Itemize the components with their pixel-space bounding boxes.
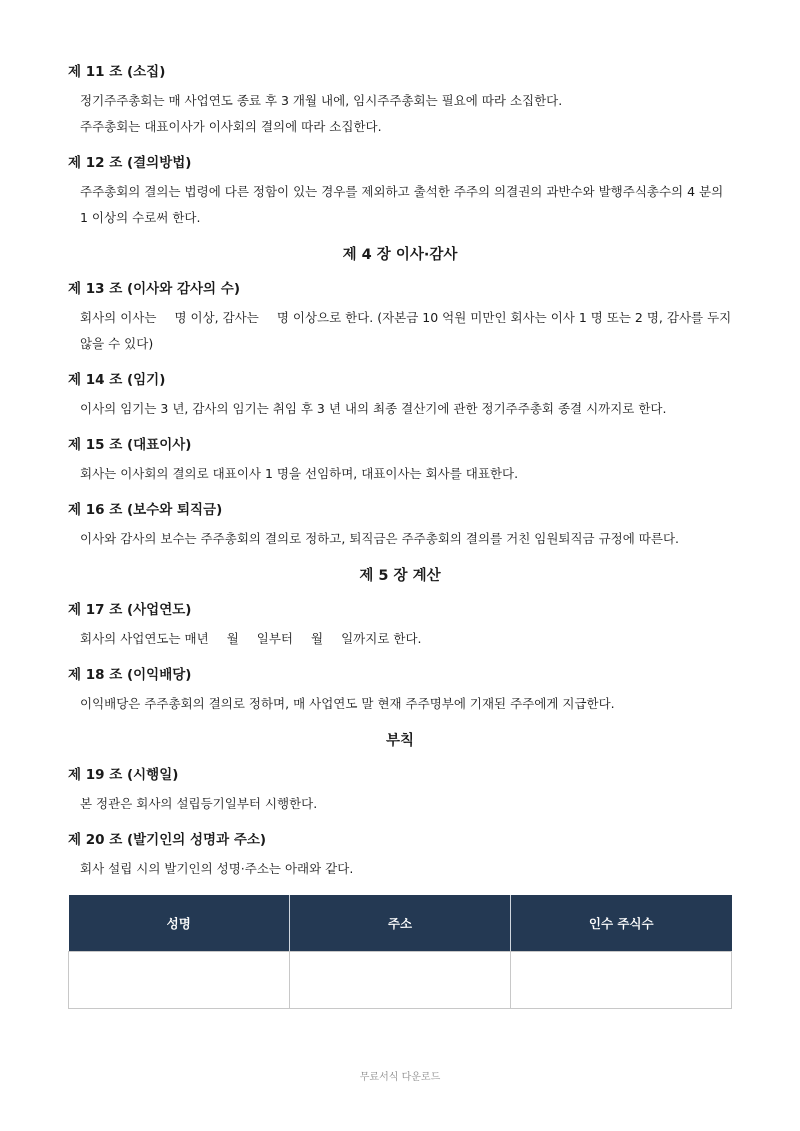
table-header-row [69,895,732,952]
article-17 [68,600,732,652]
articles-group-general-meeting [68,62,732,231]
article-paragraph: 회사는 이사회의 결의로 대표이사 1 명을 선임하며, 대표이사는 회사를 대표한다. [80,466,519,481]
article-paragraph: 정기주주총회는 매 사업연도 종료 후 3 개월 내에, 임시주주총회는 필요에 따라 소집한다. [80,93,563,108]
table-cell-shares[interactable] [511,952,732,1009]
article [68,765,732,817]
article-paragraph: 이익배당은 주주총회의 결의로 정하며, 매 사업연도 말 현재 주주명부에 기재된 주주에게 지급한다. [80,696,615,711]
article [68,830,732,882]
article [68,153,732,231]
article-title: 제 13 조 (이사와 감사의 수) [68,281,240,297]
article-title: 제 12 조 (결의방법) [68,155,192,171]
article-paragraph [68,626,732,652]
text-segment: 회사의 이사는 [80,310,157,325]
column-header-address: 주소 [290,895,511,952]
article-title: 제 18 조 (이익배당) [68,667,192,683]
article [68,435,732,487]
table-cell-name[interactable] [69,952,290,1009]
article-13 [68,279,732,357]
articles-group-supplementary [68,765,732,882]
text-segment: 회사의 사업연도는 매년 [80,631,209,646]
article-paragraph: 주주총회는 대표이사가 이사회의 결의에 따라 소집한다. [80,119,382,134]
articles-page [68,62,732,1009]
chapter-heading: 제 4 장 이사·감사 [342,247,458,263]
article [68,500,732,552]
article-title: 제 17 조 (사업연도) [68,602,192,618]
text-segment: 월 [311,631,324,646]
chapter-heading: 제 5 장 계산 [359,568,441,584]
article-title: 제 11 조 (소집) [68,64,166,80]
article-title: 제 14 조 (임기) [68,372,166,388]
articles-group-directors [68,370,732,552]
article-title: 제 19 조 (시행일) [68,767,179,783]
table-cell-address[interactable] [290,952,511,1009]
article-title: 제 16 조 (보수와 퇴직금) [68,502,223,518]
article [68,665,732,717]
article-title: 제 15 조 (대표이사) [68,437,192,453]
article [68,370,732,422]
text-segment: 일까지로 한다. [341,631,422,646]
article-paragraph: 이사와 감사의 보수는 주주총회의 결의로 정하고, 퇴직금은 주주총회의 결의를 거친 임원퇴직금 규정에 따른다. [80,531,680,546]
text-segment: 명 이상, 감사는 [174,310,259,325]
column-header-name: 성명 [69,895,290,952]
article-paragraph: 이사의 임기는 3 년, 감사의 임기는 취임 후 3 년 내의 최종 결산기에 관한 정기주주총회 종결 시까지로 한다. [80,401,667,416]
text-segment: 일부터 [256,631,294,646]
text-segment: 명 이상으로 한다. (자본금 10 억원 미만인 회사는 이사 1 명 또는 2 명, 감사를 두지 않을 수 있다) [80,310,732,351]
text-segment: 월 [226,631,239,646]
articles-group-dividend [68,665,732,717]
article-paragraph: 주주총회의 결의는 법령에 다른 정함이 있는 경우를 제외하고 출석한 주주의 의결권의 과반수와 발행주식총수의 4 분의 1 이상의 수로써 한다. [80,184,724,225]
column-header-shares: 인수 주식수 [511,895,732,952]
table-row [69,952,732,1009]
footer-download-text: 무료서식 다운로드 [359,1072,441,1083]
article-paragraph: 회사 설립 시의 발기인의 성명·주소는 아래와 같다. [80,861,354,876]
founders-table [68,895,732,1009]
article-paragraph: 본 정관은 회사의 설립등기일부터 시행한다. [80,796,318,811]
article [68,62,732,140]
chapter-heading: 부칙 [385,733,414,749]
article-title: 제 20 조 (발기인의 성명과 주소) [68,832,267,848]
article-paragraph [68,305,732,357]
